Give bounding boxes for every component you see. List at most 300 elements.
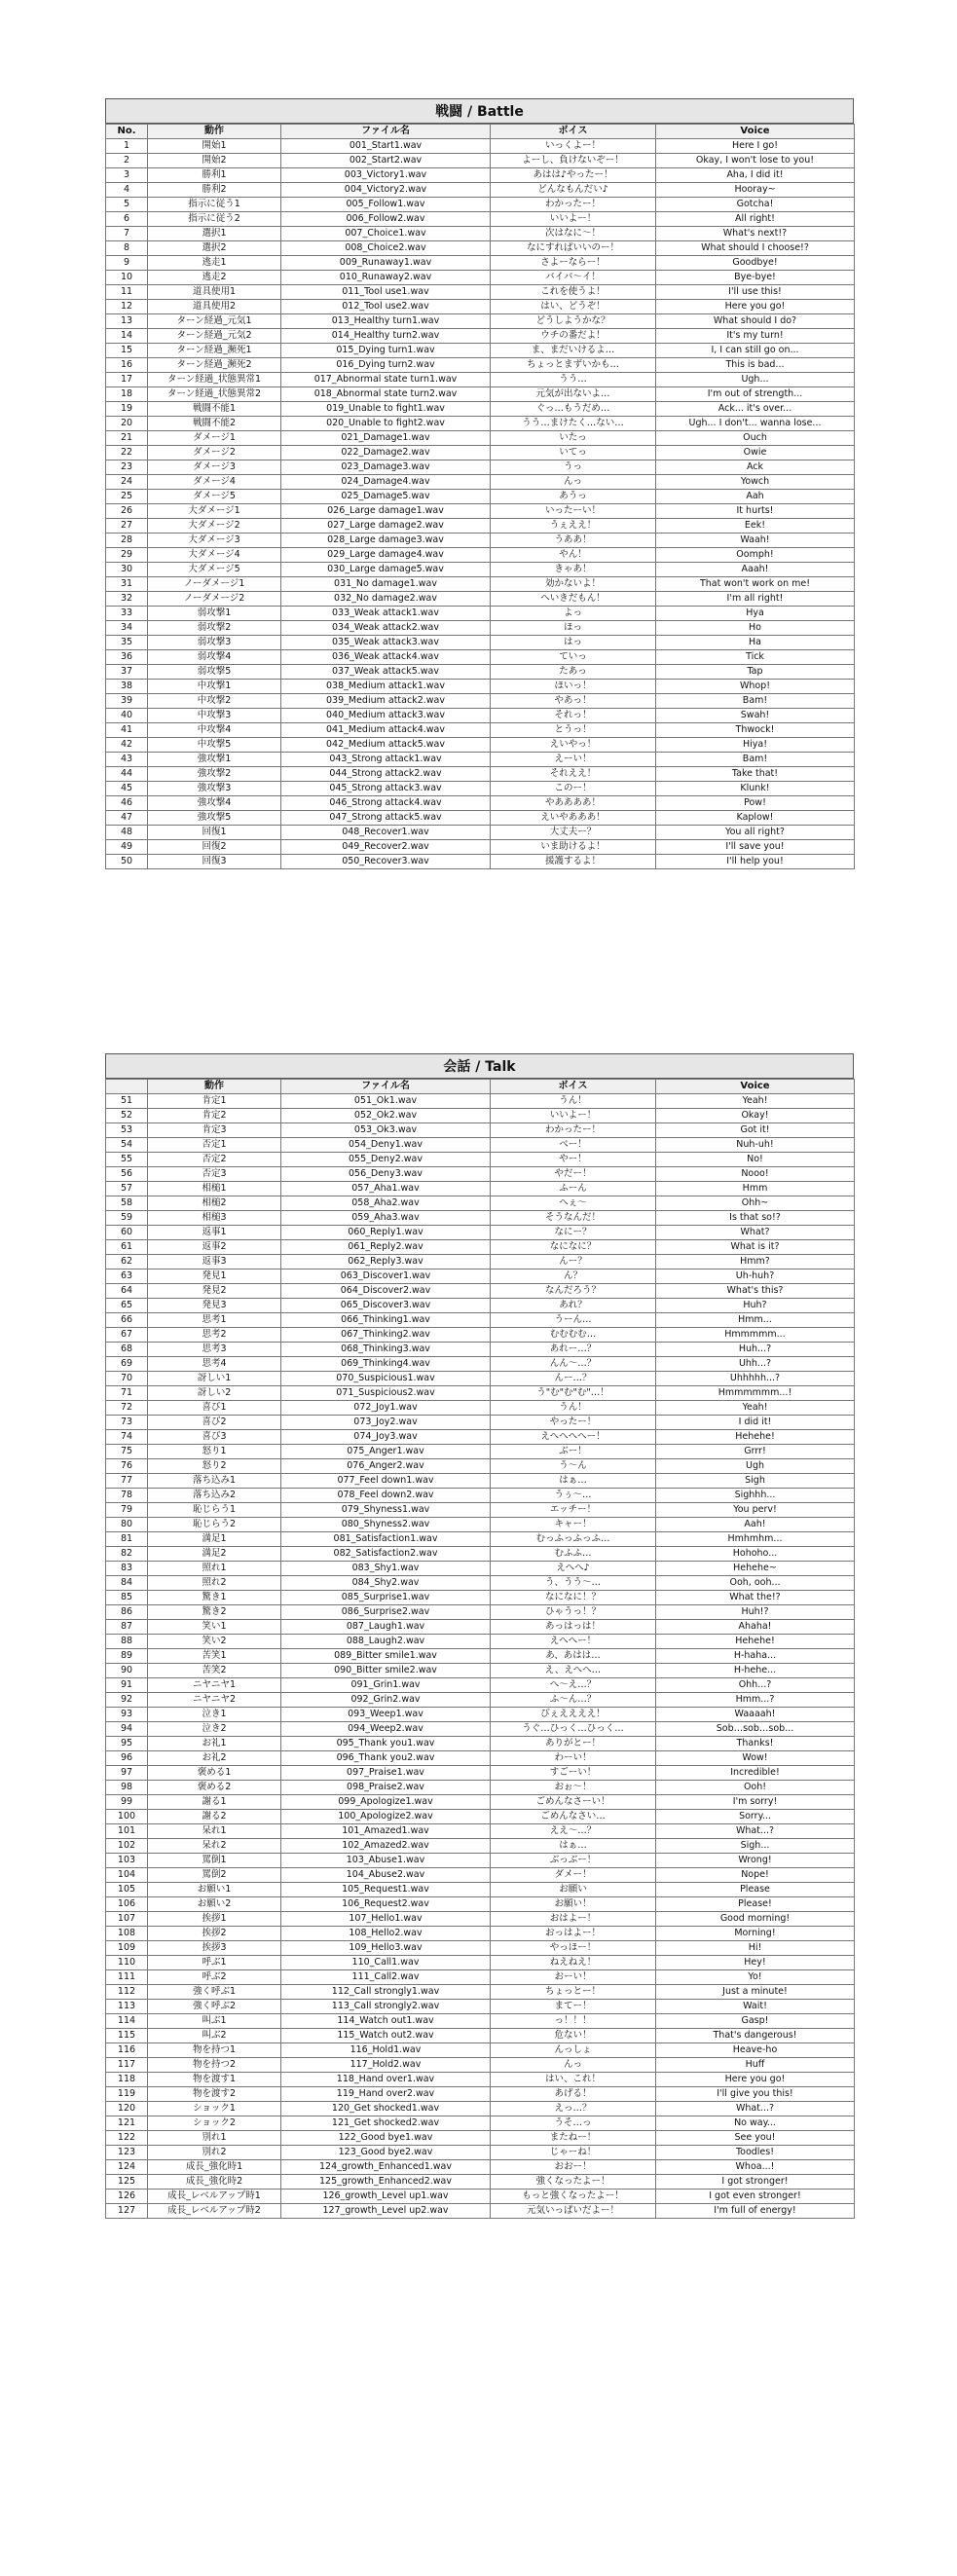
cell-action: 別れ1	[148, 2131, 281, 2146]
cell-no: 56	[106, 1167, 148, 1182]
cell-no: 26	[106, 504, 148, 519]
section-title: 会話 / Talk	[105, 1053, 854, 1079]
cell-no: 15	[106, 344, 148, 358]
cell-voice-en: Ohh~	[656, 1196, 855, 1211]
cell-filename: 046_Strong attack4.wav	[281, 796, 491, 811]
cell-action: 思考2	[148, 1328, 281, 1343]
table-row	[106, 2175, 855, 2190]
table-row	[106, 607, 855, 621]
cell-action: ノーダメージ1	[148, 577, 281, 592]
cell-voice-en: Wow!	[656, 1751, 855, 1766]
cell-action: 大ダメージ4	[148, 548, 281, 563]
cell-no: 123	[106, 2146, 148, 2160]
cell-voice-en: I'll help you!	[656, 855, 855, 869]
cell-voice-en: Hiya!	[656, 738, 855, 753]
cell-filename: 074_Joy3.wav	[281, 1430, 491, 1445]
table-row	[106, 840, 855, 855]
cell-voice: ごめんなさい…	[491, 1810, 656, 1824]
cell-no: 38	[106, 680, 148, 694]
cell-no: 23	[106, 460, 148, 475]
table-row	[106, 577, 855, 592]
cell-action: 弱攻撃3	[148, 636, 281, 650]
cell-no: 83	[106, 1562, 148, 1576]
table-row	[106, 1474, 855, 1489]
cell-voice-en: Yowch	[656, 475, 855, 490]
cell-action: 叫ぶ2	[148, 2029, 281, 2043]
cell-voice: キャー！	[491, 1518, 656, 1532]
cell-filename: 049_Recover2.wav	[281, 840, 491, 855]
cell-no: 42	[106, 738, 148, 753]
cell-filename: 041_Medium attack4.wav	[281, 723, 491, 738]
cell-voice: うーん…	[491, 1313, 656, 1328]
cell-action: 相槌2	[148, 1196, 281, 1211]
cell-voice: よーし、負けないぞー！	[491, 154, 656, 168]
cell-filename: 017_Abnormal state turn1.wav	[281, 373, 491, 387]
cell-voice: う"む"む"む"…！	[491, 1386, 656, 1401]
cell-voice-en: All right!	[656, 212, 855, 227]
cell-voice-en: Here you go!	[656, 2073, 855, 2087]
table-row	[106, 1766, 855, 1781]
cell-no: 12	[106, 300, 148, 314]
cell-voice: あげる！	[491, 2087, 656, 2102]
table-row	[106, 1270, 855, 1284]
cell-voice-en: Aah!	[656, 1518, 855, 1532]
cell-voice: おおー！	[491, 2160, 656, 2175]
table-row	[106, 1620, 855, 1635]
cell-no: 41	[106, 723, 148, 738]
cell-voice-en: What...?	[656, 1824, 855, 1839]
cell-action: 相槌3	[148, 1211, 281, 1226]
cell-filename: 070_Suspicious1.wav	[281, 1372, 491, 1386]
cell-no: 82	[106, 1547, 148, 1562]
cell-no: 127	[106, 2204, 148, 2219]
table-row	[106, 490, 855, 504]
cell-voice-en: Hehehe!	[656, 1635, 855, 1649]
cell-voice: エッチー！	[491, 1503, 656, 1518]
cell-filename: 030_Large damage5.wav	[281, 563, 491, 577]
cell-no: 114	[106, 2014, 148, 2029]
table-body	[106, 139, 855, 869]
cell-filename: 116_Hold1.wav	[281, 2043, 491, 2058]
cell-action: 物を持つ2	[148, 2058, 281, 2073]
cell-voice-en: Take that!	[656, 767, 855, 782]
header-action: 動作	[148, 125, 281, 139]
cell-filename: 071_Suspicious2.wav	[281, 1386, 491, 1401]
cell-no: 49	[106, 840, 148, 855]
cell-voice: っ！！！	[491, 2014, 656, 2029]
cell-voice: とうっ！	[491, 723, 656, 738]
cell-filename: 004_Victory2.wav	[281, 183, 491, 198]
cell-voice: えっ…？	[491, 2102, 656, 2116]
cell-filename: 109_Hello3.wav	[281, 1941, 491, 1956]
cell-voice-en: Thanks!	[656, 1737, 855, 1751]
cell-action: 成長_レベルアップ時2	[148, 2204, 281, 2219]
table-row	[106, 767, 855, 782]
cell-no: 52	[106, 1109, 148, 1123]
cell-no: 37	[106, 665, 148, 680]
voice-table	[105, 1079, 855, 2219]
cell-voice: うぇええ！	[491, 519, 656, 534]
cell-action: 苦笑2	[148, 1664, 281, 1678]
cell-filename: 085_Surprise1.wav	[281, 1591, 491, 1605]
cell-no: 84	[106, 1576, 148, 1591]
table-row	[106, 1591, 855, 1605]
cell-no: 112	[106, 1985, 148, 2000]
cell-no: 29	[106, 548, 148, 563]
cell-action: 勝利1	[148, 168, 281, 183]
cell-voice: いったーい！	[491, 504, 656, 519]
cell-action: 選択1	[148, 227, 281, 241]
cell-voice: ウチの番だよ！	[491, 329, 656, 344]
cell-filename: 122_Good bye1.wav	[281, 2131, 491, 2146]
cell-no: 58	[106, 1196, 148, 1211]
cell-voice: ひゃうっ！？	[491, 1605, 656, 1620]
cell-voice-en: Nuh-uh!	[656, 1138, 855, 1153]
header-voice-en: Voice	[656, 1080, 855, 1094]
cell-filename: 092_Grin2.wav	[281, 1693, 491, 1708]
cell-no: 9	[106, 256, 148, 271]
table-row	[106, 1795, 855, 1810]
cell-no: 106	[106, 1897, 148, 1912]
cell-no: 81	[106, 1532, 148, 1547]
cell-filename: 045_Strong attack3.wav	[281, 782, 491, 796]
cell-voice-en: Ugh... I don't... wanna lose...	[656, 417, 855, 431]
cell-voice: えへへー！	[491, 1635, 656, 1649]
cell-voice: あうっ	[491, 490, 656, 504]
cell-voice-en: Hey!	[656, 1956, 855, 1970]
cell-no: 72	[106, 1401, 148, 1416]
cell-action: 思考1	[148, 1313, 281, 1328]
cell-filename: 080_Shyness2.wav	[281, 1518, 491, 1532]
cell-voice: 大丈夫ー？	[491, 826, 656, 840]
cell-filename: 031_No damage1.wav	[281, 577, 491, 592]
cell-filename: 037_Weak attack5.wav	[281, 665, 491, 680]
table-row	[106, 2146, 855, 2160]
cell-filename: 068_Thinking3.wav	[281, 1343, 491, 1357]
table-row	[106, 329, 855, 344]
table-row	[106, 1313, 855, 1328]
cell-filename: 044_Strong attack2.wav	[281, 767, 491, 782]
cell-voice-en: Ugh...	[656, 373, 855, 387]
cell-filename: 098_Praise2.wav	[281, 1781, 491, 1795]
table-row	[106, 2073, 855, 2087]
cell-no: 118	[106, 2073, 148, 2087]
cell-filename: 003_Victory1.wav	[281, 168, 491, 183]
cell-action: 強攻撃3	[148, 782, 281, 796]
voice-table	[105, 124, 855, 869]
cell-voice: わかったー！	[491, 1123, 656, 1138]
cell-voice-en: Hmmmmm...	[656, 1328, 855, 1343]
cell-filename: 065_Discover3.wav	[281, 1299, 491, 1313]
cell-filename: 023_Damage3.wav	[281, 460, 491, 475]
cell-voice: やああああ！	[491, 796, 656, 811]
cell-voice-en: Huh?	[656, 1299, 855, 1313]
cell-no: 126	[106, 2190, 148, 2204]
table-row	[106, 855, 855, 869]
cell-action: 返事3	[148, 1255, 281, 1270]
table-row	[106, 2160, 855, 2175]
cell-no: 11	[106, 285, 148, 300]
cell-action: 発見2	[148, 1284, 281, 1299]
cell-no: 79	[106, 1503, 148, 1518]
cell-action: 強攻撃1	[148, 753, 281, 767]
cell-voice: えいやあああ！	[491, 811, 656, 826]
cell-voice-en: Good morning!	[656, 1912, 855, 1927]
cell-voice-en: Ha	[656, 636, 855, 650]
cell-voice: それっ！	[491, 709, 656, 723]
cell-voice-en: Aha, I did it!	[656, 168, 855, 183]
cell-action: 大ダメージ1	[148, 504, 281, 519]
cell-action: 褒める1	[148, 1766, 281, 1781]
cell-voice-en: Bam!	[656, 753, 855, 767]
cell-filename: 040_Medium attack3.wav	[281, 709, 491, 723]
cell-voice-en: Kaplow!	[656, 811, 855, 826]
cell-no: 46	[106, 796, 148, 811]
table-row	[106, 2000, 855, 2014]
header-no: No.	[106, 125, 148, 139]
cell-voice-en: Gotcha!	[656, 198, 855, 212]
cell-filename: 032_No damage2.wav	[281, 592, 491, 607]
cell-voice-en: Sighhh...	[656, 1489, 855, 1503]
cell-voice: どんなもんだい♪	[491, 183, 656, 198]
cell-filename: 001_Start1.wav	[281, 139, 491, 154]
table-row	[106, 1372, 855, 1386]
table-row	[106, 1562, 855, 1576]
cell-voice: やん！	[491, 548, 656, 563]
cell-voice: はい、どうぞ！	[491, 300, 656, 314]
cell-voice: おはよー！	[491, 1912, 656, 1927]
cell-filename: 099_Apologize1.wav	[281, 1795, 491, 1810]
cell-voice-en: Please	[656, 1883, 855, 1897]
cell-voice: ちょっとまずいかも…	[491, 358, 656, 373]
cell-voice-en: Whop!	[656, 680, 855, 694]
cell-voice: えーい！	[491, 753, 656, 767]
cell-voice-en: What's this?	[656, 1284, 855, 1299]
cell-filename: 076_Anger2.wav	[281, 1459, 491, 1474]
cell-voice-en: I'm all right!	[656, 592, 855, 607]
cell-voice-en: Aaah!	[656, 563, 855, 577]
table-row	[106, 1751, 855, 1766]
cell-filename: 027_Large damage2.wav	[281, 519, 491, 534]
cell-voice-en: Hmm...?	[656, 1693, 855, 1708]
cell-voice-en: Just a minute!	[656, 1985, 855, 2000]
cell-no: 39	[106, 694, 148, 709]
table-row	[106, 373, 855, 387]
cell-voice: やっほー！	[491, 1941, 656, 1956]
table-row	[106, 621, 855, 636]
cell-no: 63	[106, 1270, 148, 1284]
cell-filename: 081_Satisfaction1.wav	[281, 1532, 491, 1547]
cell-no: 50	[106, 855, 148, 869]
cell-action: 指示に従う2	[148, 212, 281, 227]
cell-filename: 087_Laugh1.wav	[281, 1620, 491, 1635]
cell-filename: 091_Grin1.wav	[281, 1678, 491, 1693]
cell-voice-en: Hmm...	[656, 1313, 855, 1328]
cell-no: 94	[106, 1722, 148, 1737]
cell-no: 102	[106, 1839, 148, 1854]
cell-voice: ふ～ん…？	[491, 1693, 656, 1708]
table-row	[106, 1970, 855, 1985]
cell-action: ダメージ3	[148, 460, 281, 475]
cell-voice: ごめんなさーい！	[491, 1795, 656, 1810]
cell-action: 別れ2	[148, 2146, 281, 2160]
cell-no: 40	[106, 709, 148, 723]
table-row	[106, 665, 855, 680]
cell-filename: 089_Bitter smile1.wav	[281, 1649, 491, 1664]
cell-no: 4	[106, 183, 148, 198]
cell-voice: これを使うよ！	[491, 285, 656, 300]
cell-filename: 018_Abnormal state turn2.wav	[281, 387, 491, 402]
cell-filename: 096_Thank you2.wav	[281, 1751, 491, 1766]
cell-filename: 123_Good bye2.wav	[281, 2146, 491, 2160]
table-row	[106, 344, 855, 358]
cell-voice-en: It hurts!	[656, 504, 855, 519]
cell-action: 回復1	[148, 826, 281, 840]
cell-voice-en: That's dangerous!	[656, 2029, 855, 2043]
cell-voice-en: Here I go!	[656, 139, 855, 154]
cell-filename: 124_growth_Enhanced1.wav	[281, 2160, 491, 2175]
cell-no: 99	[106, 1795, 148, 1810]
cell-filename: 050_Recover3.wav	[281, 855, 491, 869]
cell-voice: はぁ…	[491, 1839, 656, 1854]
cell-filename: 104_Abuse2.wav	[281, 1868, 491, 1883]
battle-section	[105, 98, 854, 869]
table-row	[106, 1576, 855, 1591]
cell-voice: えへへ♪	[491, 1562, 656, 1576]
cell-voice-en: Wait!	[656, 2000, 855, 2014]
cell-no: 103	[106, 1854, 148, 1868]
cell-voice-en: Ohh...?	[656, 1678, 855, 1693]
cell-action: 強攻撃5	[148, 811, 281, 826]
cell-voice: べー！	[491, 1138, 656, 1153]
cell-filename: 078_Feel down2.wav	[281, 1489, 491, 1503]
cell-voice: ダメー！	[491, 1868, 656, 1883]
cell-filename: 006_Follow2.wav	[281, 212, 491, 227]
cell-voice-en: Gasp!	[656, 2014, 855, 2029]
table-row	[106, 2058, 855, 2073]
table-row	[106, 1196, 855, 1211]
cell-action: 落ち込み2	[148, 1489, 281, 1503]
cell-no: 68	[106, 1343, 148, 1357]
cell-voice: ねえねえ！	[491, 1956, 656, 1970]
cell-voice-en: Swah!	[656, 709, 855, 723]
cell-no: 100	[106, 1810, 148, 1824]
cell-filename: 103_Abuse1.wav	[281, 1854, 491, 1868]
cell-voice: なんだろう？	[491, 1284, 656, 1299]
section-title: 戦闘 / Battle	[105, 98, 854, 124]
cell-voice: んん～…？	[491, 1357, 656, 1372]
talk-section	[105, 1053, 854, 2219]
cell-voice: ま、まだいけるよ…	[491, 344, 656, 358]
cell-no: 19	[106, 402, 148, 417]
table-row	[106, 271, 855, 285]
cell-voice-en: Hmm?	[656, 1255, 855, 1270]
cell-action: 照れ1	[148, 1562, 281, 1576]
cell-action: ターン経過_状態異常1	[148, 373, 281, 387]
cell-voice-en: Heave-ho	[656, 2043, 855, 2058]
cell-filename: 125_growth_Enhanced2.wav	[281, 2175, 491, 2190]
cell-filename: 084_Shy2.wav	[281, 1576, 491, 1591]
cell-filename: 022_Damage2.wav	[281, 446, 491, 460]
cell-no: 31	[106, 577, 148, 592]
cell-voice-en: Grrr!	[656, 1445, 855, 1459]
table-row	[106, 198, 855, 212]
cell-action: 強く呼ぶ2	[148, 2000, 281, 2014]
cell-voice-en: I did it!	[656, 1416, 855, 1430]
cell-voice-en: Huh!?	[656, 1605, 855, 1620]
cell-filename: 012_Tool use2.wav	[281, 300, 491, 314]
table-row	[106, 1226, 855, 1240]
cell-no: 60	[106, 1226, 148, 1240]
cell-filename: 094_Weep2.wav	[281, 1722, 491, 1737]
table-row	[106, 1094, 855, 1109]
table-row	[106, 475, 855, 490]
cell-voice-en: Okay!	[656, 1109, 855, 1123]
cell-no: 108	[106, 1927, 148, 1941]
cell-no: 44	[106, 767, 148, 782]
table-row	[106, 1109, 855, 1123]
cell-filename: 083_Shy1.wav	[281, 1562, 491, 1576]
cell-no: 2	[106, 154, 148, 168]
cell-voice: あれー…？	[491, 1343, 656, 1357]
header-row	[106, 1080, 855, 1094]
table-row	[106, 1240, 855, 1255]
cell-voice-en: I got even stronger!	[656, 2190, 855, 2204]
cell-filename: 079_Shyness1.wav	[281, 1503, 491, 1518]
cell-no: 6	[106, 212, 148, 227]
cell-no: 122	[106, 2131, 148, 2146]
cell-filename: 047_Strong attack5.wav	[281, 811, 491, 826]
cell-voice-en: Uhhhhh...?	[656, 1372, 855, 1386]
cell-action: 物を渡す2	[148, 2087, 281, 2102]
cell-voice: えいやっ！	[491, 738, 656, 753]
cell-voice: きゃあ！	[491, 563, 656, 577]
cell-no: 10	[106, 271, 148, 285]
cell-voice: いっくよー！	[491, 139, 656, 154]
table-row	[106, 300, 855, 314]
cell-action: 弱攻撃2	[148, 621, 281, 636]
table-row	[106, 2102, 855, 2116]
cell-filename: 021_Damage1.wav	[281, 431, 491, 446]
cell-voice-en: I, I can still go on...	[656, 344, 855, 358]
cell-filename: 011_Tool use1.wav	[281, 285, 491, 300]
cell-no: 62	[106, 1255, 148, 1270]
cell-voice: んっしょ	[491, 2043, 656, 2058]
cell-voice: なになに？	[491, 1240, 656, 1255]
cell-action: 謝る2	[148, 1810, 281, 1824]
cell-action: 訝しい1	[148, 1372, 281, 1386]
table-row	[106, 1605, 855, 1620]
cell-filename: 054_Deny1.wav	[281, 1138, 491, 1153]
cell-action: 返事1	[148, 1226, 281, 1240]
cell-voice-en: What's next!?	[656, 227, 855, 241]
cell-voice-en: Sigh	[656, 1474, 855, 1489]
cell-voice-en: Okay, I won't lose to you!	[656, 154, 855, 168]
cell-voice: さよーならー！	[491, 256, 656, 271]
header-row	[106, 125, 855, 139]
cell-action: 罵倒2	[148, 1868, 281, 1883]
cell-voice: うっ	[491, 460, 656, 475]
cell-action: 成長_強化時1	[148, 2160, 281, 2175]
cell-voice: ぐっ…もうだめ…	[491, 402, 656, 417]
cell-action: 挨拶2	[148, 1927, 281, 1941]
cell-filename: 058_Aha2.wav	[281, 1196, 491, 1211]
table-row	[106, 1401, 855, 1416]
cell-no: 124	[106, 2160, 148, 2175]
cell-filename: 048_Recover1.wav	[281, 826, 491, 840]
cell-voice-en: This is bad...	[656, 358, 855, 373]
cell-action: 中攻撃1	[148, 680, 281, 694]
